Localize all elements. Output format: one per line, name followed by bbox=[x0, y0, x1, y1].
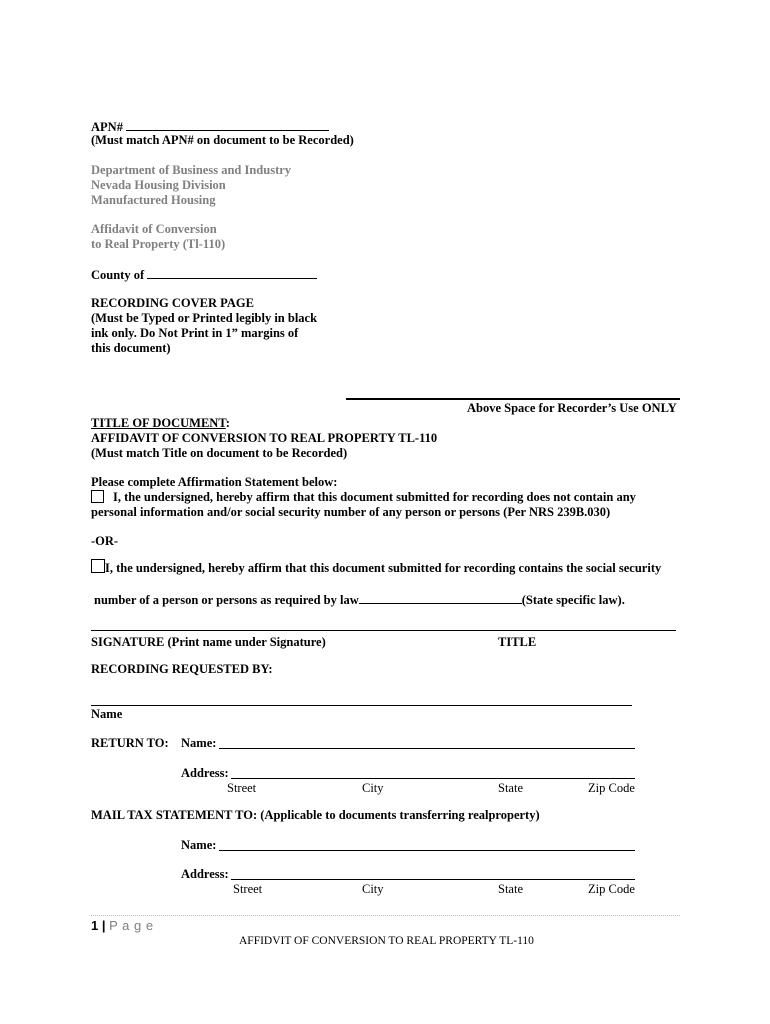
page-number bbox=[91, 918, 154, 933]
affirmation-option-2-line-1: I, the undersigned, hereby affirm that this document submitted for recording contains the social security bbox=[105, 561, 662, 575]
recording-requested-by-label: RECORDING REQUESTED BY: bbox=[91, 662, 273, 676]
county-field bbox=[91, 267, 317, 283]
return-to-street-label: Street bbox=[227, 781, 257, 795]
footer-title: AFFIDVIT OF CONVERSION TO REAL PROPERTY TL-110 bbox=[239, 935, 534, 947]
page-word: P a g e bbox=[109, 918, 154, 933]
form-name-line-1: Affidavit of Conversion bbox=[91, 222, 217, 236]
requested-by-name-label: Name bbox=[91, 707, 123, 721]
return-to-label: RETURN TO: bbox=[91, 736, 169, 750]
affirmation-option-2-checkbox[interactable] bbox=[91, 559, 105, 573]
mail-tax-name-line[interactable] bbox=[219, 850, 635, 851]
agency-line-2: Nevada Housing Division bbox=[91, 178, 226, 192]
mail-tax-address-label: Address: bbox=[181, 867, 229, 881]
signature-label: SIGNATURE (Print name under Signature) bbox=[91, 635, 326, 649]
form-name-line-2: to Real Property (Tl-110) bbox=[91, 237, 226, 251]
signature-line[interactable] bbox=[91, 630, 676, 631]
title-of-document-label bbox=[91, 416, 230, 431]
apn-note: (Must match APN# on document to be Recorded) bbox=[91, 133, 354, 147]
mail-tax-state-label: State bbox=[498, 882, 523, 896]
county-label: County of bbox=[91, 268, 145, 282]
cover-note-2: ink only. Do Not Print in 1” margins of bbox=[91, 326, 299, 340]
mail-tax-name-label: Name: bbox=[181, 838, 217, 852]
return-to-address-line[interactable] bbox=[231, 778, 635, 779]
return-to-name-label: Name: bbox=[181, 736, 217, 750]
county-input-line[interactable] bbox=[147, 267, 317, 279]
mail-tax-address-line[interactable] bbox=[231, 879, 635, 880]
cover-title: RECORDING COVER PAGE bbox=[91, 296, 254, 310]
return-to-name-line[interactable] bbox=[219, 748, 635, 749]
state-law-input-line[interactable] bbox=[359, 592, 522, 604]
affirmation-option-1-line-2: personal information and/or social security number of any person or persons (Per NRS 239B.030) bbox=[91, 505, 611, 519]
return-to-city-label: City bbox=[362, 781, 384, 795]
page-number-value: 1 bbox=[91, 918, 99, 933]
return-to-address-label: Address: bbox=[181, 766, 229, 780]
affirmation-option-1-checkbox[interactable] bbox=[91, 490, 104, 503]
agency-line-3: Manufactured Housing bbox=[91, 193, 216, 207]
title-of-document-value: AFFIDAVIT OF CONVERSION TO REAL PROPERTY TL-110 bbox=[91, 431, 438, 445]
requested-by-name-line[interactable] bbox=[91, 705, 632, 706]
mail-tax-zip-label: Zip Code bbox=[588, 882, 635, 896]
title-of-document-note: (Must match Title on document to be Recorded) bbox=[91, 446, 348, 460]
mail-tax-street-label: Street bbox=[233, 882, 263, 896]
cover-note-3: this document) bbox=[91, 341, 171, 355]
signature-title-label: TITLE bbox=[498, 635, 537, 649]
cover-note-1: (Must be Typed or Printed legibly in black bbox=[91, 311, 318, 325]
return-to-state-label: State bbox=[498, 781, 523, 795]
affirmation-or: -OR- bbox=[91, 534, 119, 548]
title-of-document-label-text: TITLE OF DOCUMENT bbox=[91, 416, 226, 430]
return-to-zip-label: Zip Code bbox=[588, 781, 635, 795]
affirmation-option-2-state-text: (State specific law). bbox=[521, 593, 625, 607]
mail-tax-city-label: City bbox=[362, 882, 384, 896]
affirmation-option-1-line-1: I, the undersigned, hereby affirm that this document submitted for recording does not contain any bbox=[113, 490, 636, 504]
affirmation-option-2-line-2 bbox=[94, 592, 625, 608]
affirmation-option-2-law-text: number of a person or persons as required by law bbox=[94, 593, 359, 607]
apn-input-line[interactable] bbox=[126, 119, 329, 131]
affirmation-intro: Please complete Affirmation Statement below: bbox=[91, 475, 338, 489]
apn-label: APN# bbox=[91, 120, 123, 134]
agency-line-1: Department of Business and Industry bbox=[91, 163, 292, 177]
footer-divider bbox=[91, 915, 680, 916]
recorder-space-line bbox=[346, 398, 680, 400]
mail-tax-label: MAIL TAX STATEMENT TO: (Applicable to documents transferring realproperty) bbox=[91, 808, 540, 822]
page-number-separator: | bbox=[101, 918, 106, 933]
title-of-document-colon: : bbox=[225, 416, 230, 430]
recorder-space-label: Above Space for Recorder’s Use ONLY bbox=[467, 401, 677, 415]
